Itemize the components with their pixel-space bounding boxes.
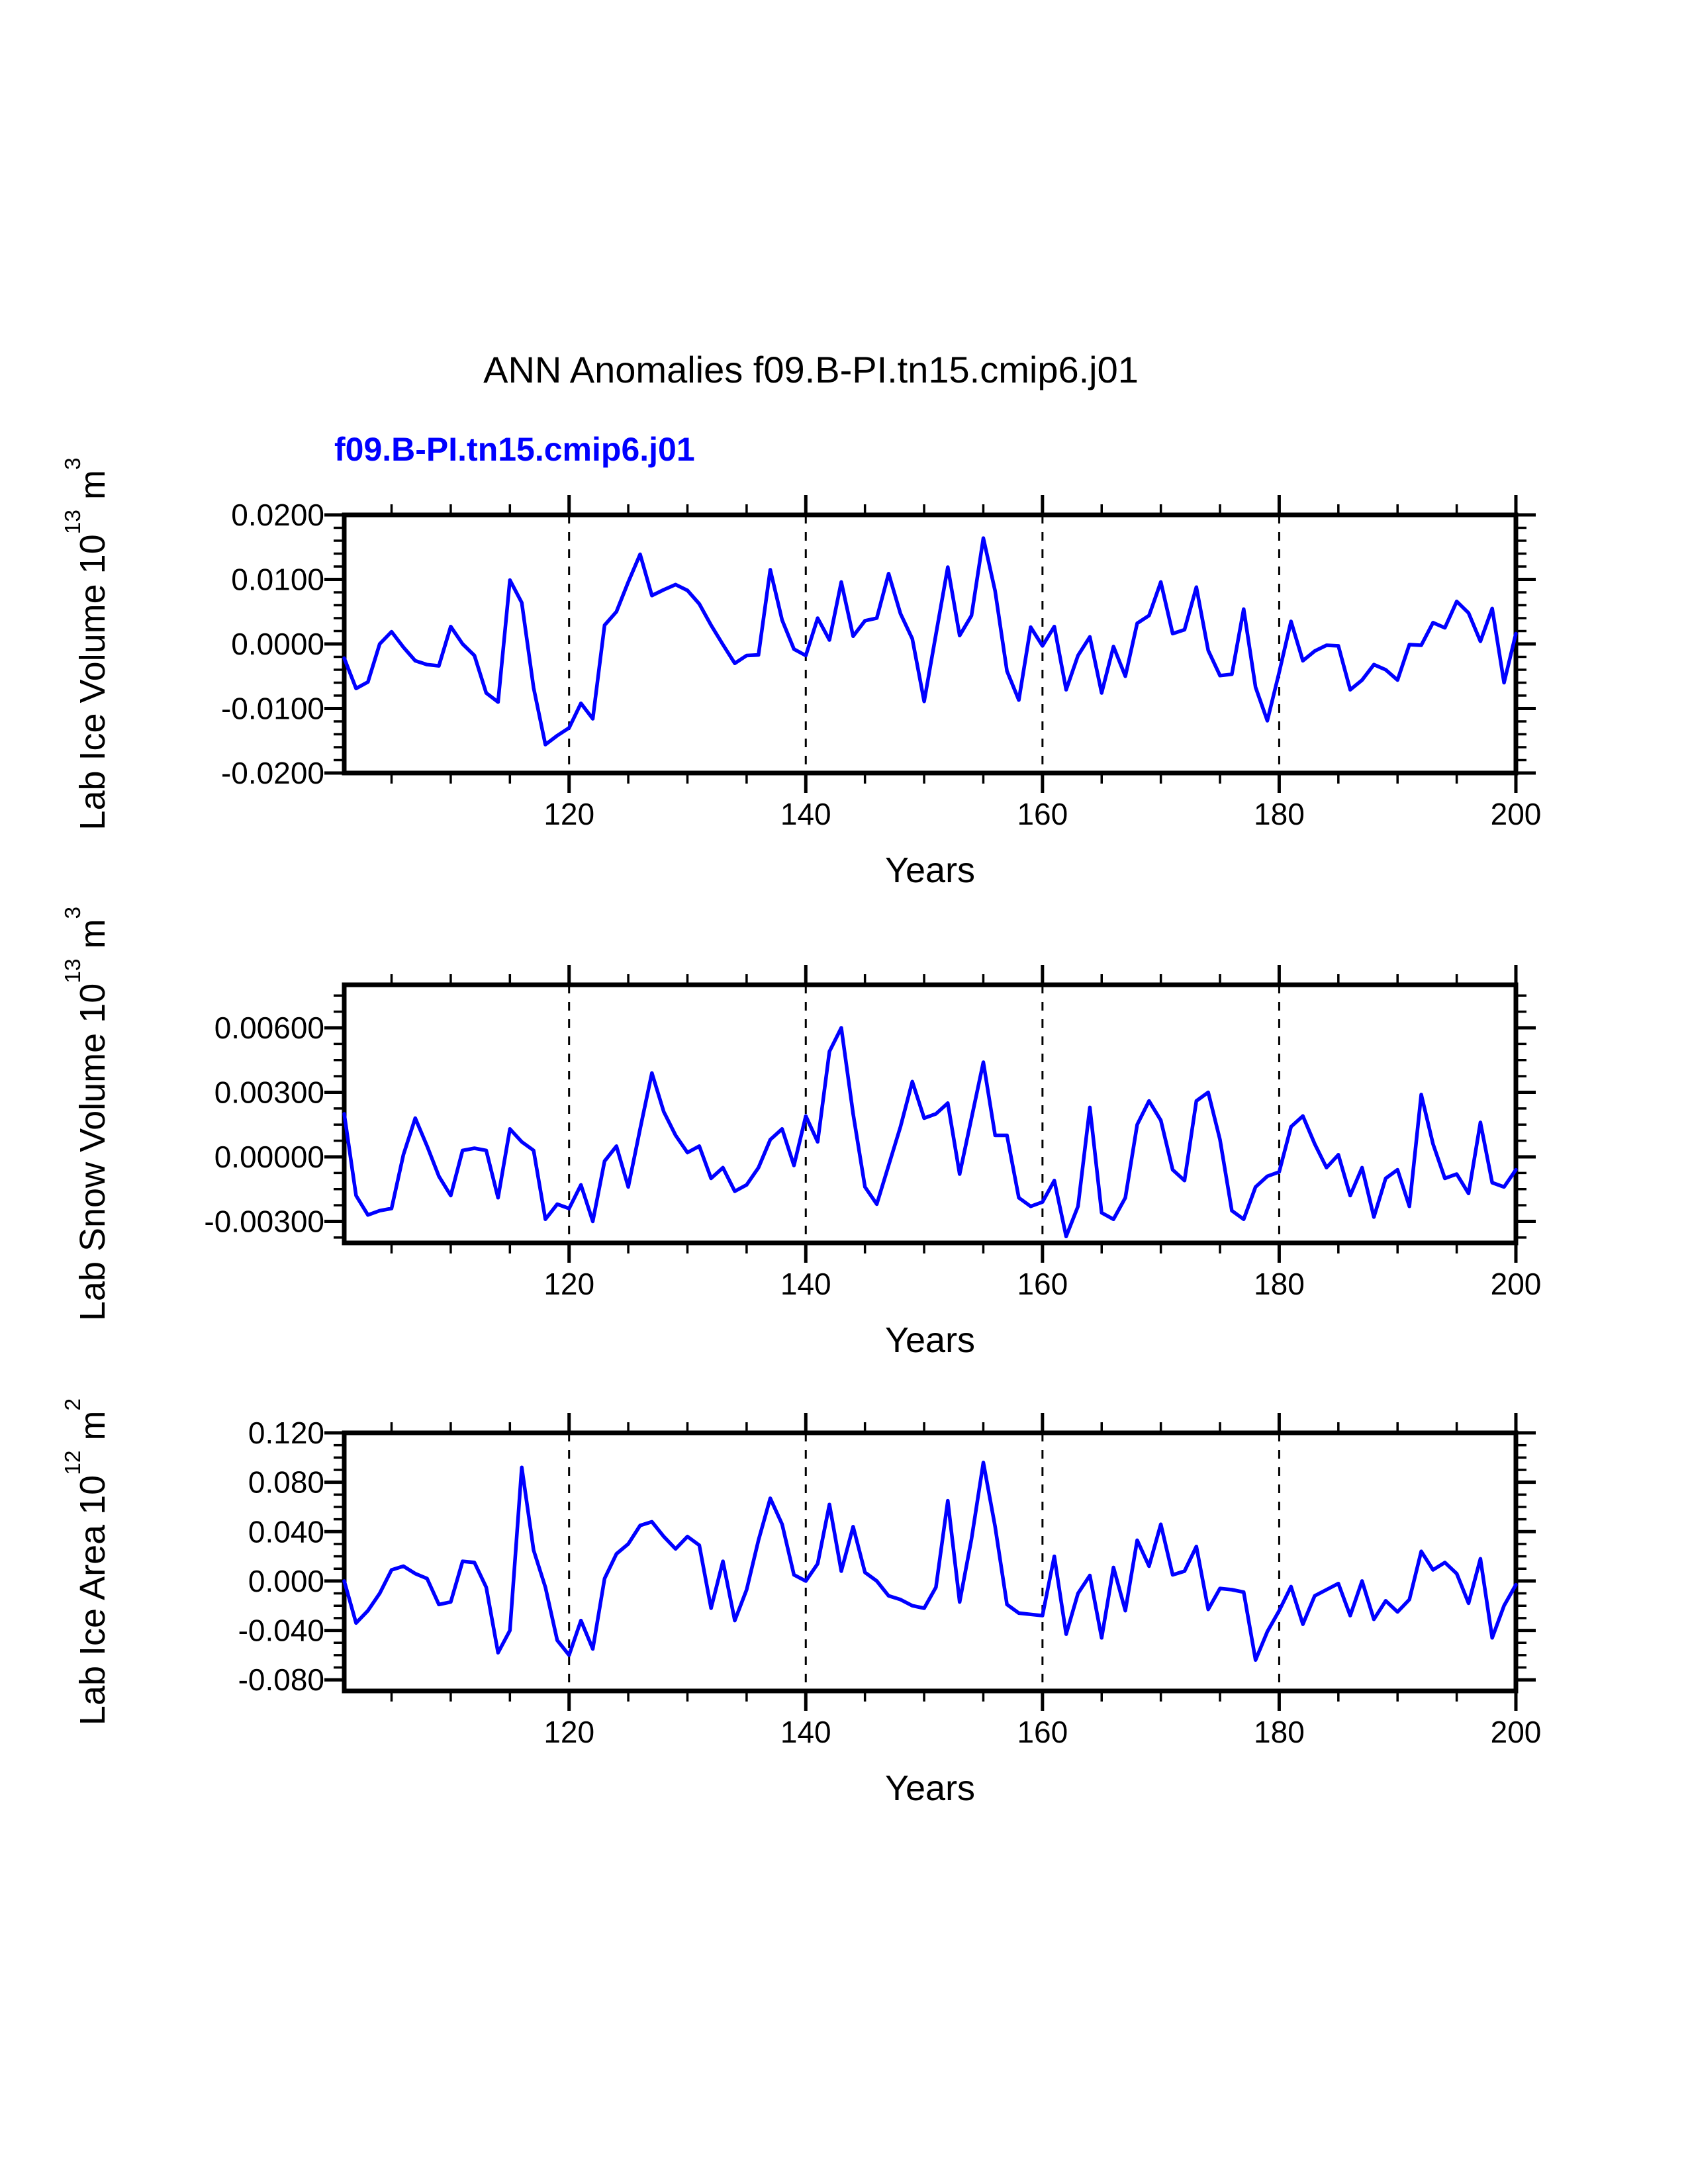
x-tick-label: 120 xyxy=(543,1267,595,1301)
plot-box xyxy=(344,985,1516,1243)
x-tick-label: 120 xyxy=(543,797,595,831)
gridlines xyxy=(569,515,1280,773)
x-tick-label: 140 xyxy=(780,797,831,831)
x-tick-label: 180 xyxy=(1254,797,1305,831)
x-tick-label: 180 xyxy=(1254,1267,1305,1301)
y-axis-title-unit: m xyxy=(73,1410,113,1451)
y-tick-label: 0.0200 xyxy=(231,498,324,532)
x-tick-label: 200 xyxy=(1490,1267,1542,1301)
y-axis-title-exponent: 13 xyxy=(60,958,85,983)
y-axis-title-text: Lab Ice Volume 10 xyxy=(73,534,113,831)
y-tick-label: 0.00600 xyxy=(214,1011,324,1045)
y-tick-label: -0.080 xyxy=(238,1662,324,1698)
x-axis-title: Years xyxy=(884,1320,976,1360)
y-axis-title-text: Lab Snow Volume 10 xyxy=(73,983,113,1322)
y-tick-label: 0.00300 xyxy=(214,1075,324,1110)
y-tick-label: -0.00300 xyxy=(204,1204,324,1239)
series-line xyxy=(344,1028,1516,1236)
gridlines xyxy=(569,1433,1280,1691)
chart-1 xyxy=(204,965,1541,1360)
y-axis-title-text: Lab Ice Area 10 xyxy=(73,1475,113,1726)
axis-labels xyxy=(238,1416,1542,1808)
y-tick-label: -0.0200 xyxy=(220,756,324,790)
x-tick-label: 160 xyxy=(1017,1267,1068,1301)
y-tick-label: 0.080 xyxy=(248,1465,324,1500)
x-tick-label: 160 xyxy=(1017,1715,1068,1749)
axis-ticks xyxy=(324,965,1536,1263)
x-tick-label: 200 xyxy=(1490,797,1542,831)
axis-labels xyxy=(221,498,1541,890)
x-tick-label: 160 xyxy=(1017,797,1068,831)
y-tick-label: -0.040 xyxy=(238,1613,324,1648)
plot-box xyxy=(344,515,1516,773)
y-tick-label: 0.0100 xyxy=(231,562,324,597)
series-line xyxy=(344,538,1516,745)
axis-ticks xyxy=(324,495,1536,793)
y-axis-title-unit: m xyxy=(73,919,113,959)
y-tick-label: -0.0100 xyxy=(220,691,324,726)
series-line xyxy=(344,1463,1516,1661)
x-tick-label: 180 xyxy=(1254,1715,1305,1749)
y-axis-title-unit: m xyxy=(73,470,113,510)
y-tick-label: 0.0000 xyxy=(231,627,324,661)
x-tick-label: 200 xyxy=(1490,1715,1542,1749)
page-title: ANN Anomalies f09.B-PI.tn15.cmip6.j01 xyxy=(483,349,1139,390)
legend-series-label: f09.B-PI.tn15.cmip6.j01 xyxy=(334,431,695,468)
y-tick-label: 0.040 xyxy=(248,1514,324,1549)
chart-2 xyxy=(238,1413,1542,1808)
x-tick-label: 140 xyxy=(780,1267,831,1301)
y-axis-title-unit-exponent: 3 xyxy=(60,457,85,471)
x-tick-label: 120 xyxy=(543,1715,595,1749)
y-axis-title-unit-exponent: 3 xyxy=(60,906,85,919)
axis-labels xyxy=(204,1011,1541,1360)
y-tick-label: 0.000 xyxy=(248,1563,324,1598)
axis-ticks xyxy=(324,1413,1536,1711)
x-axis-title: Years xyxy=(884,850,976,890)
chart-0 xyxy=(221,495,1541,890)
y-tick-label: 0.00000 xyxy=(214,1140,324,1174)
y-tick-label: 0.120 xyxy=(248,1416,324,1450)
x-axis-title: Years xyxy=(884,1768,976,1808)
y-axis-title-exponent: 13 xyxy=(60,510,85,535)
x-tick-label: 140 xyxy=(780,1715,831,1749)
y-axis-title-unit-exponent: 2 xyxy=(60,1398,85,1411)
y-axis-title-exponent: 12 xyxy=(60,1450,85,1475)
